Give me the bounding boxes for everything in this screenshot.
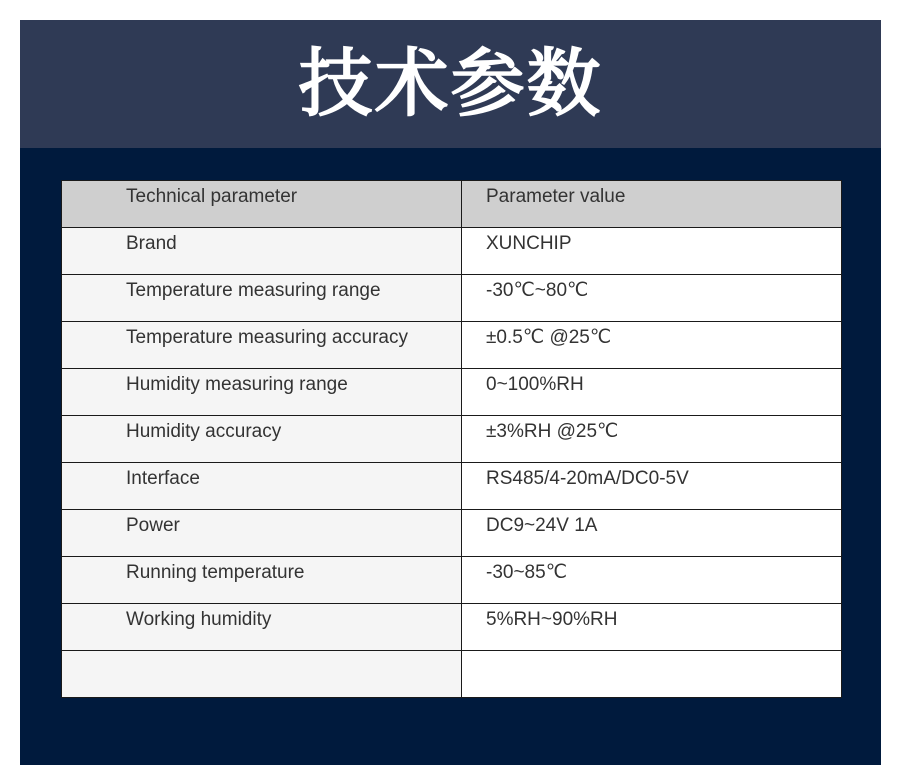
parameter-value-cell: DC9~24V 1A bbox=[462, 510, 842, 557]
parameter-value-cell: -30~85℃ bbox=[462, 557, 842, 604]
parameter-value-cell: -30℃~80℃ bbox=[462, 275, 842, 322]
parameter-value-cell bbox=[462, 651, 842, 698]
table-row bbox=[62, 275, 842, 322]
parameter-name-cell: Interface bbox=[62, 463, 462, 510]
parameter-value-cell: ±0.5℃ @25℃ bbox=[462, 322, 842, 369]
spec-panel bbox=[20, 148, 881, 765]
table-row bbox=[62, 228, 842, 275]
spec-table bbox=[61, 180, 842, 698]
table-header-row bbox=[62, 181, 842, 228]
parameter-name-cell bbox=[62, 651, 462, 698]
table-row bbox=[62, 557, 842, 604]
table-row bbox=[62, 416, 842, 463]
table-row bbox=[62, 604, 842, 651]
parameter-name-cell: Humidity accuracy bbox=[62, 416, 462, 463]
parameter-name-cell: Temperature measuring accuracy bbox=[62, 322, 462, 369]
table-row bbox=[62, 369, 842, 416]
parameter-name-cell: Brand bbox=[62, 228, 462, 275]
parameter-value-cell: XUNCHIP bbox=[462, 228, 842, 275]
parameter-name-cell: Running temperature bbox=[62, 557, 462, 604]
parameter-value-cell: RS485/4-20mA/DC0-5V bbox=[462, 463, 842, 510]
table-row-empty bbox=[62, 651, 842, 698]
header-cell-value: Parameter value bbox=[462, 181, 842, 228]
table-row bbox=[62, 322, 842, 369]
parameter-name-cell: Power bbox=[62, 510, 462, 557]
parameter-value-cell: 0~100%RH bbox=[462, 369, 842, 416]
parameter-value-cell: 5%RH~90%RH bbox=[462, 604, 842, 651]
page-title: 技术参数 bbox=[298, 41, 603, 127]
title-banner bbox=[20, 20, 881, 148]
table-row bbox=[62, 510, 842, 557]
parameter-name-cell: Temperature measuring range bbox=[62, 275, 462, 322]
parameter-name-cell: Working humidity bbox=[62, 604, 462, 651]
parameter-name-cell: Humidity measuring range bbox=[62, 369, 462, 416]
table-row bbox=[62, 463, 842, 510]
header-cell-parameter: Technical parameter bbox=[62, 181, 462, 228]
parameter-value-cell: ±3%RH @25℃ bbox=[462, 416, 842, 463]
